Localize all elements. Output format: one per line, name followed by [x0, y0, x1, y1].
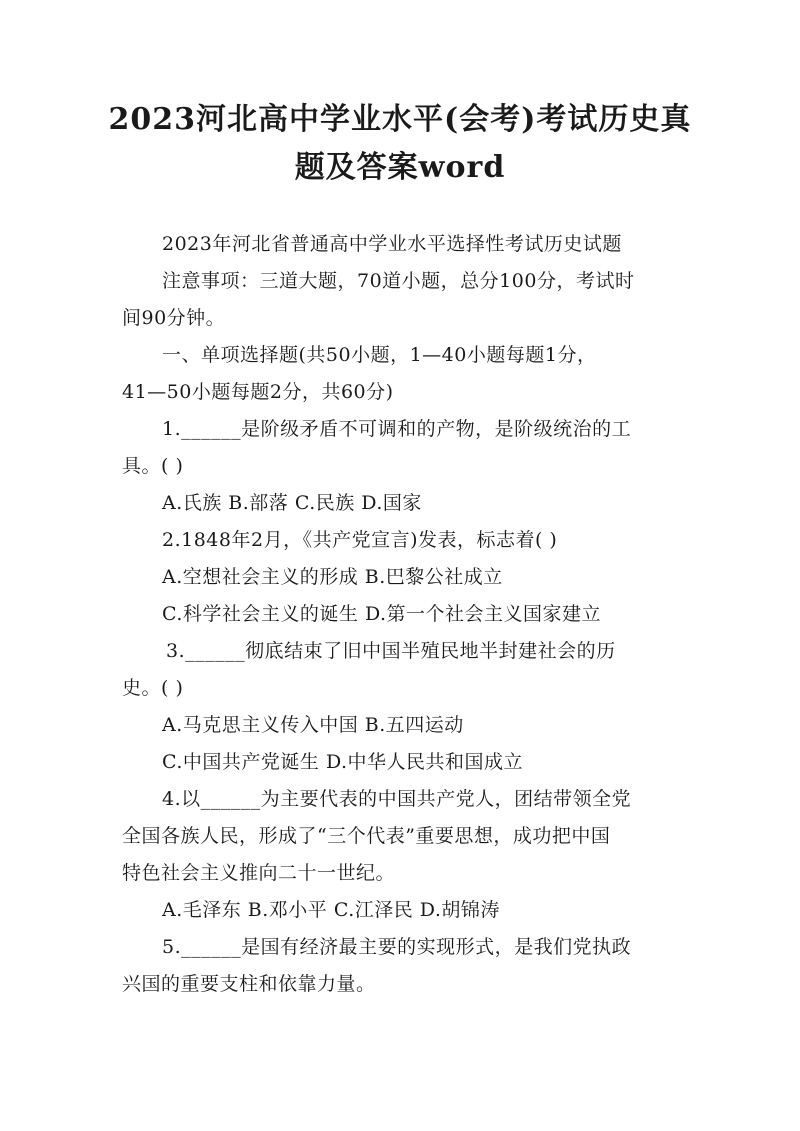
question-3-line-2: 史。( ): [122, 677, 184, 699]
document-body: [122, 226, 684, 1003]
exam-heading: 2023年河北省普通高中学业水平选择性考试历史试题: [162, 233, 622, 255]
question-4-line-1: 4.以______为主要代表的中国共产党人，团结带领全党: [162, 788, 632, 810]
notice-line-2: 间90分钟。: [122, 307, 226, 329]
title-line-1: 2023河北高中学业水平(会考)考试历史真: [108, 102, 692, 137]
question-3-options-1: A.马克思主义传入中国 B.五四运动: [162, 714, 464, 736]
section-heading-line-2: 41—50小题每题2分，共60分): [122, 381, 394, 403]
question-5-line-1: 5.______是国有经济最主要的实现形式，是我们党执政: [162, 936, 632, 958]
question-4-options: A.毛泽东 B.邓小平 C.江泽民 D.胡锦涛: [162, 899, 500, 921]
question-2-options-1: A.空想社会主义的形成 B.巴黎公社成立: [162, 566, 503, 588]
notice-line-1: 注意事项：三道大题，70道小题，总分100分，考试时: [162, 270, 635, 292]
question-3-line-1: 3.______彻底结束了旧中国半殖民地半封建社会的历: [166, 640, 616, 662]
question-5-line-2: 兴国的重要支柱和依靠力量。: [122, 973, 376, 995]
question-1-options: A.氏族 B.部落 C.民族 D.国家: [162, 492, 422, 514]
question-4-line-3: 特色社会主义推向二十一世纪。: [122, 862, 396, 884]
question-1-line-1: 1.______是阶级矛盾不可调和的产物，是阶级统治的工: [162, 418, 632, 440]
question-4-line-2: 全国各族人民，形成了“三个代表”重要思想，成功把中国: [122, 825, 611, 847]
question-2-options-2: C.科学社会主义的诞生 D.第一个社会主义国家建立: [162, 603, 602, 625]
question-1-line-2: 具。( ): [122, 455, 184, 477]
title-line-2: 题及答案word: [294, 150, 506, 185]
section-heading-line-1: 一、单项选择题(共50小题，1—40小题每题1分，: [162, 344, 597, 366]
question-3-options-2: C.中国共产党诞生 D.中华人民共和国成立: [162, 751, 524, 773]
question-2-line-1: 2.1848年2月，《共产党宣言)发表，标志着( ): [162, 529, 558, 551]
document-title: [100, 96, 700, 192]
